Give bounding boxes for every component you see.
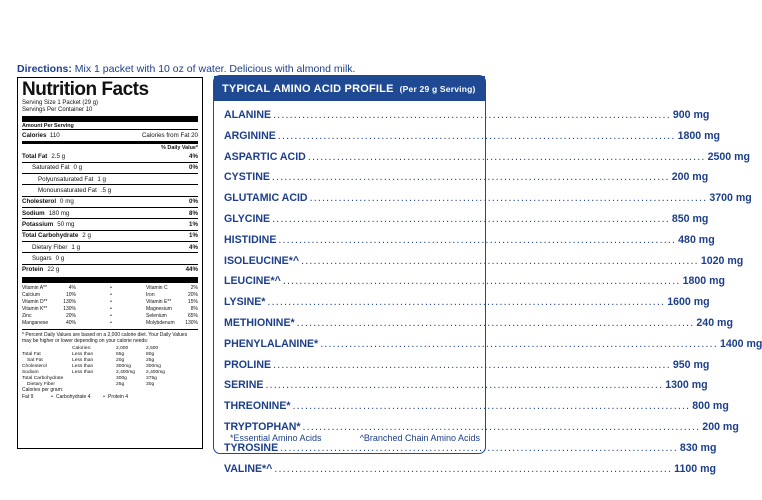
vitamin-cell: Magnesium xyxy=(146,306,172,313)
nutrient-label: Saturated Fat xyxy=(32,164,70,172)
nutrient-amount: 2.5 g xyxy=(51,153,66,161)
vitamin-cell: 20% xyxy=(187,291,198,298)
nutrient-label: Potassium xyxy=(22,220,54,228)
nutrient-left xyxy=(22,153,65,160)
nutrient-dv: 0% xyxy=(189,164,198,172)
dot-leader xyxy=(310,188,708,209)
amino-acid-name: ALANINE xyxy=(224,109,272,121)
amino-acid-serving: (Per 29 g Serving) xyxy=(399,83,476,94)
amino-acid-row xyxy=(224,396,729,417)
amino-acid-amount: 1100 mg xyxy=(674,462,716,475)
amino-acid-name: PROLINE xyxy=(224,358,272,371)
vitamin-cell: 130% xyxy=(185,320,198,327)
amino-acid-row xyxy=(224,126,720,147)
vitamin-cell: • xyxy=(110,313,112,320)
vitamin-cell: Iron xyxy=(146,291,155,298)
nutrient-label: Total Carbohydrate xyxy=(22,232,79,240)
dv-table-cell xyxy=(72,376,116,382)
amino-acid-row xyxy=(224,209,709,230)
dot-leader xyxy=(297,313,695,334)
nutrient-row xyxy=(22,162,198,173)
amount-per-serving: Amount Per Serving xyxy=(22,122,74,129)
nutrient-label: Monounsaturated Fat xyxy=(38,187,97,195)
vitamin-cell: 130% xyxy=(63,306,76,313)
dv-table-cell: 25g xyxy=(146,357,155,363)
amino-acid-name: THREONINE* xyxy=(224,400,291,413)
dv-table-cell: 2,500 xyxy=(146,345,159,351)
dv-table-cell: Total Carbohydrate xyxy=(22,375,64,381)
amino-acid-row xyxy=(224,375,708,396)
dv-table-cell: Dietary Fiber xyxy=(27,381,55,387)
divider-medium xyxy=(22,141,198,144)
amino-acid-row xyxy=(224,459,716,480)
nutrient-row xyxy=(22,264,198,275)
vitamin-cell: Manganese xyxy=(22,320,49,327)
nutrient-amount: .5 g xyxy=(100,187,112,195)
amino-acid-amount: 900 mg xyxy=(672,109,710,121)
nutrition-facts-title: Nutrition Facts xyxy=(22,79,149,100)
dot-leader xyxy=(293,396,691,417)
amino-acid-amount: 850 mg xyxy=(671,212,709,225)
nutrient-amount: 0 g xyxy=(73,164,83,172)
amino-acid-row xyxy=(224,147,750,168)
nutrient-left xyxy=(22,244,80,251)
vitamin-cell: • xyxy=(110,284,112,291)
amino-acid-amount: 1020 mg xyxy=(700,254,744,267)
amino-acid-amount: 200 mg xyxy=(671,171,709,184)
amino-acid-row xyxy=(224,355,710,376)
amino-acid-amount: 2500 mg xyxy=(707,150,750,163)
dot-leader xyxy=(273,105,671,126)
vitamin-cell: 65% xyxy=(187,313,198,320)
dv-table-cell: Less than xyxy=(72,369,94,375)
vitamin-cell: Zinc xyxy=(22,313,32,320)
dv-reference-table xyxy=(22,346,198,387)
dv-table-cell: Total Fat xyxy=(22,351,41,357)
dv-table-cell: Less than xyxy=(72,363,94,369)
dv-table-cell: 375g xyxy=(146,375,157,381)
amino-acid-amount: 200 mg xyxy=(702,420,739,433)
amino-acid-panel xyxy=(213,75,762,475)
vitamin-grid xyxy=(22,284,198,329)
vitamin-cell: Vitamin D** xyxy=(22,299,48,306)
nutrition-facts-panel xyxy=(17,77,203,449)
amino-acid-amount: 1600 mg xyxy=(667,296,710,309)
dv-table-cell: 25g xyxy=(116,381,125,387)
nutrient-label: Cholesterol xyxy=(22,198,57,206)
nutrient-left xyxy=(22,221,75,228)
amino-acid-name: ISOLEUCINE*^ xyxy=(224,254,300,267)
dot-leader xyxy=(272,167,670,188)
directions-label: Directions: xyxy=(17,63,72,75)
dot-leader xyxy=(320,334,718,355)
amino-acid-name: SERINE xyxy=(224,379,264,392)
calories-value: 110 xyxy=(49,131,60,139)
dv-table-cell: 300g xyxy=(116,375,127,381)
vitamin-cell: 4% xyxy=(68,284,76,291)
dv-table-cell: 300mg xyxy=(116,363,131,369)
directions-body: Mix 1 packet with 10 oz of water. Delicious with almond milk. xyxy=(71,63,356,75)
dv-table-cell: Less than xyxy=(72,357,94,363)
vitamin-cell: Selenium xyxy=(146,313,167,320)
vitamin-cell: Calcium xyxy=(22,291,41,298)
dv-table-cell: Sodium xyxy=(22,369,39,375)
cal-per-gram-cell: Fat 9 xyxy=(22,393,34,400)
amino-acid-row xyxy=(224,334,762,355)
dv-table-cell xyxy=(72,382,116,388)
amino-acid-row xyxy=(224,105,710,126)
amino-acid-name: TRYPTOPHAN* xyxy=(224,420,301,433)
dot-leader xyxy=(308,147,706,168)
nutrient-row xyxy=(22,173,198,184)
nutrient-row xyxy=(22,252,198,263)
vitamin-cell: • xyxy=(110,291,112,298)
amino-acid-row xyxy=(224,167,709,188)
cal-per-gram-cell: Carbohydrate 4 xyxy=(56,393,91,400)
nutrient-label: Sodium xyxy=(22,209,45,217)
amino-acid-name: TYROSINE xyxy=(224,441,279,454)
dot-leader xyxy=(278,230,676,251)
nutrient-left xyxy=(22,255,64,262)
amino-acid-footnotes xyxy=(230,433,480,443)
divider-thick-2 xyxy=(22,277,198,283)
amino-acid-row xyxy=(224,230,715,251)
nutrient-left xyxy=(22,210,69,217)
amino-acid-amount: 1800 mg xyxy=(677,129,720,142)
directions-text xyxy=(17,63,487,75)
amino-acid-amount: 1300 mg xyxy=(665,379,708,392)
dot-leader xyxy=(283,271,681,292)
nutrient-amount: 1 g xyxy=(71,243,81,251)
dv-table-cell: 65g xyxy=(116,351,125,357)
vitamin-cell: 40% xyxy=(65,320,76,327)
vitamin-cell: Vitamin E** xyxy=(146,299,172,306)
nutrient-left xyxy=(22,198,74,205)
nutrient-amount: 180 mg xyxy=(48,209,70,217)
serving-size: Serving Size 1 Packet (29 g) xyxy=(22,100,99,106)
vitamin-cell: • xyxy=(110,306,112,313)
amino-acid-amount: 1400 mg xyxy=(719,337,762,350)
amino-acid-amount: 480 mg xyxy=(678,233,715,246)
amino-acid-name: HISTIDINE xyxy=(224,233,277,246)
dv-table-cell: 2,400mg xyxy=(116,369,136,375)
amino-acid-amount: 1800 mg xyxy=(682,275,725,288)
divider-thick xyxy=(22,116,198,122)
nutrient-row xyxy=(22,207,198,218)
amino-acid-list xyxy=(224,105,762,479)
calories-per-gram xyxy=(22,394,198,401)
nutrient-dv: 1% xyxy=(189,232,198,240)
cal-per-gram-cell: • xyxy=(51,393,53,400)
dot-leader xyxy=(278,126,676,147)
nutrient-left xyxy=(22,164,82,171)
amino-acid-name: LYSINE* xyxy=(224,296,266,309)
amino-acid-name: ARGININE xyxy=(224,129,276,142)
dv-table-cell: Sat Fat xyxy=(27,357,43,363)
amino-acid-row xyxy=(224,251,744,272)
amino-acid-row xyxy=(224,292,710,313)
essential-footnote: *Essential Amino Acids xyxy=(230,433,322,443)
vitamin-cell: 10% xyxy=(65,291,76,298)
dv-table-cell: 20g xyxy=(116,357,125,363)
nutrient-amount: 2 g xyxy=(82,232,91,240)
amino-acid-header xyxy=(214,76,485,101)
vitamin-cell: Vitamin K** xyxy=(22,306,48,313)
dv-table-cell: 30g xyxy=(146,381,155,387)
nutrient-dv: 44% xyxy=(185,266,198,274)
amino-acid-row xyxy=(224,271,725,292)
amino-acid-amount: 3700 mg xyxy=(709,192,752,205)
amino-acid-amount: 950 mg xyxy=(672,358,710,371)
daily-value-header: % Daily Value* xyxy=(161,145,198,152)
nutrient-row xyxy=(22,196,198,207)
nutrient-label: Dietary Fiber xyxy=(32,243,68,251)
nutrient-row xyxy=(22,241,198,252)
amino-acid-amount: 240 mg xyxy=(696,316,733,329)
amino-acid-name: LEUCINE*^ xyxy=(224,275,281,288)
bcaa-footnote: ^Branched Chain Amino Acids xyxy=(359,433,480,443)
calories-from-fat: Calories from Fat 20 xyxy=(141,131,198,139)
nutrient-left xyxy=(22,232,91,239)
nutrient-label: Total Fat xyxy=(22,153,48,161)
vitamin-cell: • xyxy=(110,299,112,306)
dv-footnote: * Percent Daily Values are based on a 2,000 calorie diet. Your Daily Values may be higher or lower depending on your calorie needs: xyxy=(22,329,198,344)
dv-table-cell: 2,400mg xyxy=(146,369,166,375)
dv-table-cell: 300mg xyxy=(146,363,161,369)
nutrient-label: Polyunsaturated Fat xyxy=(38,175,94,183)
nutrient-amount: 0 g xyxy=(55,254,65,262)
dot-leader xyxy=(301,251,699,272)
nutrient-row xyxy=(22,218,198,229)
dot-leader xyxy=(267,292,665,313)
nutrient-dv: 4% xyxy=(189,153,198,161)
nutrient-amount: 0 mg xyxy=(60,198,74,206)
nutrient-left xyxy=(22,187,111,194)
vitamin-cell: 15% xyxy=(187,299,198,306)
calories-row xyxy=(22,129,198,140)
amino-acid-amount: 830 mg xyxy=(679,441,717,454)
nutrient-left xyxy=(22,176,106,183)
vitamin-cell: Vitamin A** xyxy=(22,284,47,291)
nutrient-dv: 0% xyxy=(189,198,198,206)
calories-per-gram-label: Calories per gram: xyxy=(22,387,64,394)
nutrient-rows xyxy=(22,152,198,275)
dot-leader xyxy=(274,459,672,480)
amino-acid-row xyxy=(224,188,752,209)
nutrient-dv: 4% xyxy=(189,243,198,251)
cal-per-gram-cell: • xyxy=(103,393,105,400)
amino-acid-title: TYPICAL AMINO ACID PROFILE xyxy=(222,82,394,95)
nutrient-label: Protein xyxy=(22,266,44,274)
nutrient-label: Sugars xyxy=(32,254,52,262)
dot-leader xyxy=(272,209,670,230)
amino-acid-name: GLUTAMIC ACID xyxy=(224,192,308,205)
vitamin-cell: 2% xyxy=(190,284,198,291)
amino-acid-name: ASPARTIC ACID xyxy=(224,150,306,163)
nutrient-dv: 1% xyxy=(189,220,198,228)
vitamin-cell: 130% xyxy=(63,299,76,306)
nutrient-left xyxy=(22,266,59,273)
nutrient-amount: 1 g xyxy=(97,175,106,183)
vitamin-cell: Molybdenum xyxy=(146,320,175,327)
amino-acid-name: CYSTINE xyxy=(224,171,270,184)
dv-table-cell: Calories: xyxy=(72,345,92,351)
amino-acid-name: VALINE*^ xyxy=(224,462,273,475)
dv-table-cell xyxy=(22,346,72,352)
amino-acid-name: GLYCINE xyxy=(224,212,271,225)
dv-table-cell: Cholesterol xyxy=(22,363,47,369)
amino-acid-row xyxy=(224,313,733,334)
dv-table-cell: 2,000 xyxy=(116,345,129,351)
nutrient-row xyxy=(22,152,198,162)
cal-per-gram-cell: Protein 4 xyxy=(108,393,129,400)
servings-per-container: Servings Per Container 10 xyxy=(22,106,93,113)
dv-table-cell: 80g xyxy=(146,351,155,357)
nutrient-dv: 8% xyxy=(189,209,198,217)
vitamin-cell: 20% xyxy=(65,313,76,320)
calories-label: Calories xyxy=(22,131,47,139)
amino-acid-amount: 800 mg xyxy=(692,400,729,413)
amino-acid-name: METHIONINE* xyxy=(224,316,295,329)
nutrient-amount: 50 mg xyxy=(57,220,75,228)
nutrient-amount: 22 g xyxy=(47,266,60,274)
vitamin-cell: Vitamin C xyxy=(146,284,168,291)
vitamin-cell: • xyxy=(110,320,112,327)
vitamin-cell: 8% xyxy=(190,306,198,313)
amino-acid-name: PHENYLALANINE* xyxy=(224,337,319,350)
dot-leader xyxy=(265,375,663,396)
dot-leader xyxy=(273,355,671,376)
nutrient-row xyxy=(22,230,198,241)
dv-table-cell: Less than xyxy=(72,351,94,357)
nutrient-row xyxy=(22,184,198,195)
